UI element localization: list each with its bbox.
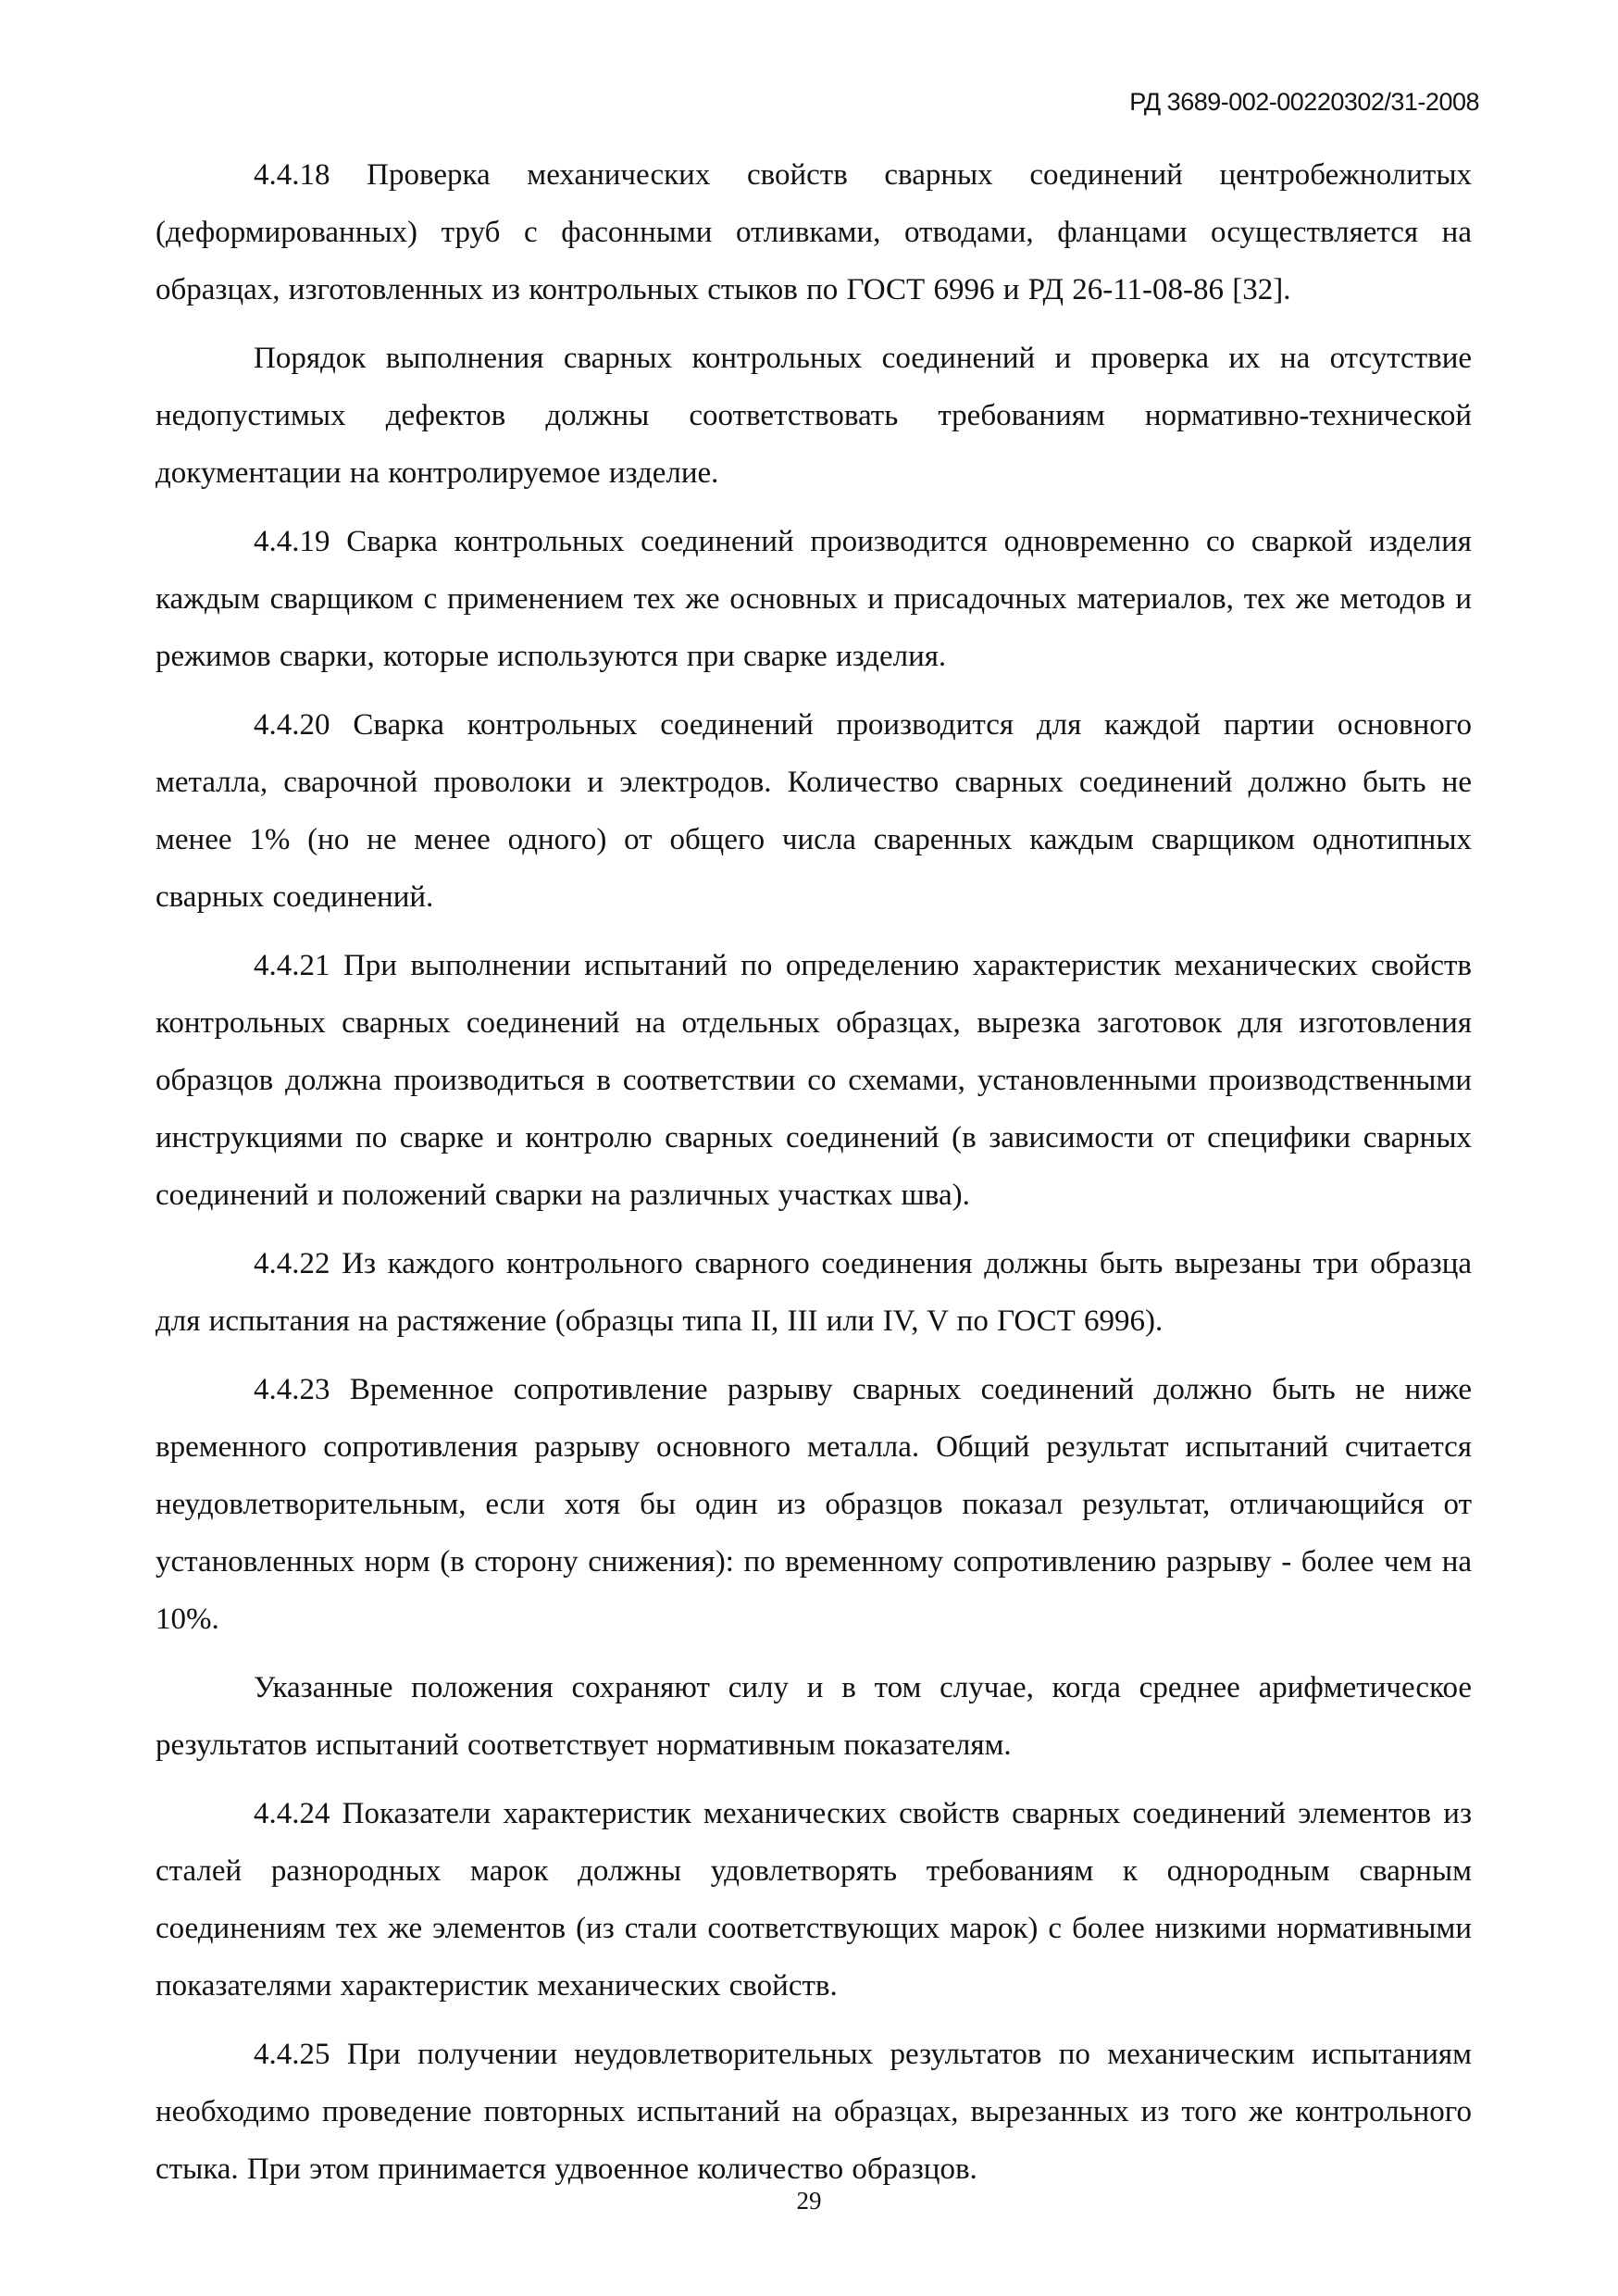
paragraph-4-4-21: 4.4.21 При выполнении испытаний по определению характеристик механических свойств контрольных сварных соединений на отдельных образцах, вырезка заготовок для изготовления образцов должна производиться в соответствии со схемами, установленными производственными инструкциями по сварке и контролю сварных соединений (в зависимости от специфики сварных соединений и положений сварки на различных участках шва). [156, 949, 1472, 1212]
paragraph-4-4-20: 4.4.20 Сварка контрольных соединений производится для каждой партии основного металла, сварочной проволоки и электродов. Количество сварных соединений должно быть не менее 1% (но не менее одного) от общего числа сваренных каждым сварщиком однотипных сварных соединений. [156, 708, 1472, 914]
paragraph-procedure: Порядок выполнения сварных контрольных соединений и проверка их на отсутствие недопустимых дефектов должны соответствовать требованиям нормативно-технической документации на контролируемое изделие. [156, 342, 1472, 490]
paragraph-4-4-23: 4.4.23 Временное сопротивление разрыву сварных соединений должно быть не ниже временного сопротивления разрыву основного металла. Общий результат испытаний считается неудовлетворительным, если хотя бы один из образцов показал результат, отличающийся от установленных норм (в сторону снижения): по временному сопротивлению разрыву - более чем на 10%. [156, 1373, 1472, 1636]
paragraph-4-4-19: 4.4.19 Сварка контрольных соединений производится одновременно со сваркой изделия каждым сварщиком с применением тех же основных и присадочных материалов, тех же методов и режимов сварки, которые используются при сварке изделия. [156, 525, 1472, 673]
page-number: 29 [796, 2187, 822, 2215]
paragraph-provisions: Указанные положения сохраняют силу и в том случае, когда среднее арифметическое результатов испытаний соответствует нормативным показателям. [156, 1671, 1472, 1762]
paragraph-4-4-25: 4.4.25 При получении неудовлетворительных результатов по механическим испытаниям необходимо проведение повторных испытаний на образцах, вырезанных из того же контрольного стыка. При этом принимается удвоенное количество образцов. [156, 2038, 1472, 2186]
paragraph-4-4-18: 4.4.18 Проверка механических свойств сварных соединений центробежнолитых (деформированных) труб с фасонными отливками, отводами, фланцами осуществляется на образцах, изготовленных из контрольных стыков по ГОСТ 6996 и РД 26-11-08-86 [32]. [156, 158, 1472, 306]
document-body [156, 146, 1472, 2209]
document-code-header: РД 3689-002-00220302/31-2008 [1129, 88, 1479, 116]
paragraph-4-4-24: 4.4.24 Показатели характеристик механических свойств сварных соединений элементов из сталей разнородных марок должны удовлетворять требованиям к однородным сварным соединениям тех же элементов (из стали соответствующих марок) с более низкими нормативными показателями характеристик механических свойств. [156, 1797, 1472, 2003]
paragraph-4-4-22: 4.4.22 Из каждого контрольного сварного соединения должны быть вырезаны три образца для испытания на растяжение (образцы типа II, III или IV, V по ГОСТ 6996). [156, 1247, 1472, 1338]
